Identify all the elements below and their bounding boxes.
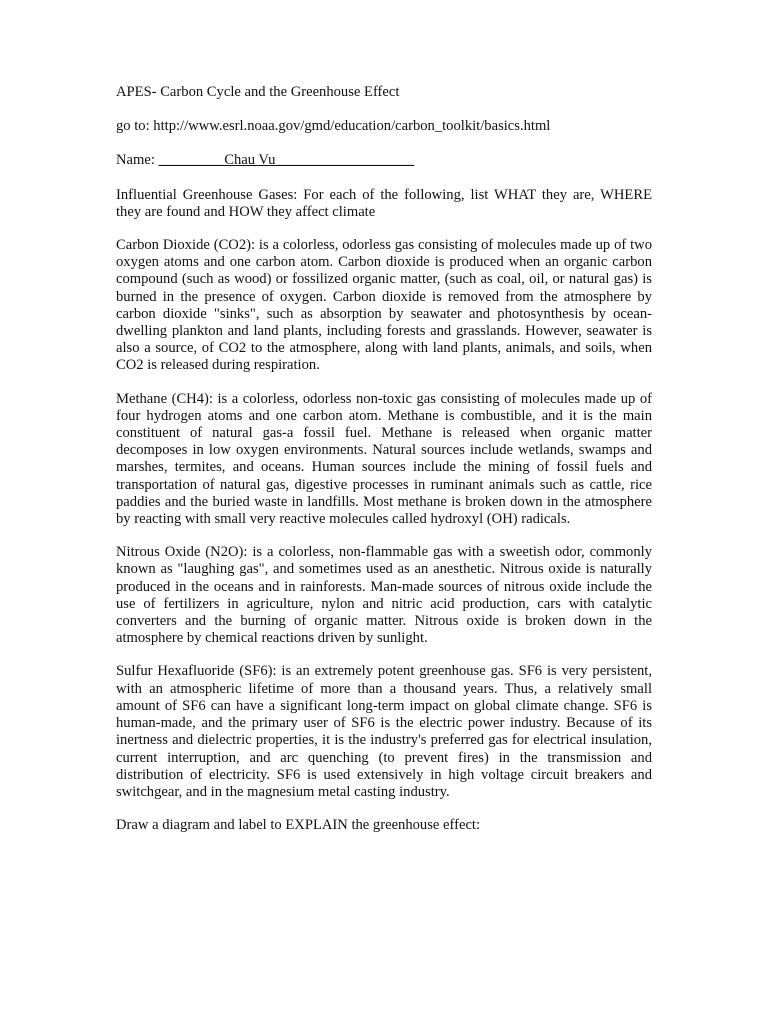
- name-blank-after: ___________________: [275, 152, 415, 169]
- document-title: APES- Carbon Cycle and the Greenhouse Effect: [116, 84, 400, 100]
- methane-paragraph: Methane (CH4): is a colorless, odorless non-toxic gas consisting of molecules made up of four hydrogen atoms and one carbon atom. Methane is combustible, and it is the main constituent of natural gas-a fossil fuel. Methane is released when organic matter decomposes in low oxygen environments. Natural sources include wetlands, swamps and marshes, termites, and oceans. Human sources include the mining of fossil fuels and transportation of natural gas, digestive processes in ruminant animals such as cattle, rice paddies and the buried waste in landfills. Most methane is broken down in the atmosphere by reacting with small very reactive molecules called hydroxyl (OH) radicals.: [116, 390, 652, 528]
- diagram-instruction: Draw a diagram and label to EXPLAIN the greenhouse effect:: [116, 817, 481, 834]
- name-blank-before: _________: [158, 152, 225, 169]
- goto-url-line: go to: http://www.esrl.noaa.gov/gmd/education/carbon_toolkit/basics.html: [116, 118, 551, 135]
- intro-paragraph: Influential Greenhouse Gases: For each of the following, list WHAT they are, WHERE they are found and HOW they affect climate: [116, 186, 652, 220]
- nitrous-oxide-paragraph: Nitrous Oxide (N2O): is a colorless, non-flammable gas with a sweetish odor, commonly known as "laughing gas", and sometimes used as an anesthetic. Nitrous oxide is naturally produced in the oceans and in rainforests. Man-made sources of nitrous oxide include the use of fertilizers in agriculture, nylon and nitric acid production, cars with catalytic converters and the burning of organic matter. Nitrous oxide is broken down in the atmosphere by chemical reactions driven by sunlight.: [116, 544, 652, 647]
- name-line: [116, 152, 652, 169]
- sulfur-hexafluoride-paragraph: Sulfur Hexafluoride (SF6): is an extremely potent greenhouse gas. SF6 is very persistent, with an atmospheric lifetime of more than a thousand years. Thus, a relatively small amount of SF6 can have a significant long-term impact on global climate change. SF6 is human-made, and the primary user of SF6 is the electric power industry. Because of its inertness and dielectric properties, it is the industry's preferred gas for electrical insulation, current interruption, and arc quenching (to prevent fires) in the transmission and distribution of electricity. SF6 is used extensively in high voltage circuit breakers and switchgear, and in the magnesium metal casting industry.: [116, 663, 652, 800]
- name-label: Name:: [116, 152, 159, 169]
- document-page: [116, 84, 652, 851]
- name-value: Chau Vu: [224, 152, 276, 169]
- carbon-dioxide-paragraph: Carbon Dioxide (CO2): is a colorless, odorless gas consisting of molecules made up of two oxygen atoms and one carbon atom. Carbon dioxide is produced when an organic carbon compound (such as wood) or fossilized organic matter, (such as coal, oil, or natural gas) is burned in the presence of oxygen. Carbon dioxide is removed from the atmosphere by carbon dioxide "sinks", such as absorption by seawater and photosynthesis by ocean-dwelling plankton and land plants, including forests and grasslands. However, seawater is also a source, of CO2 to the atmosphere, along with land plants, animals, and soils, when CO2 is released during respiration.: [116, 237, 652, 374]
